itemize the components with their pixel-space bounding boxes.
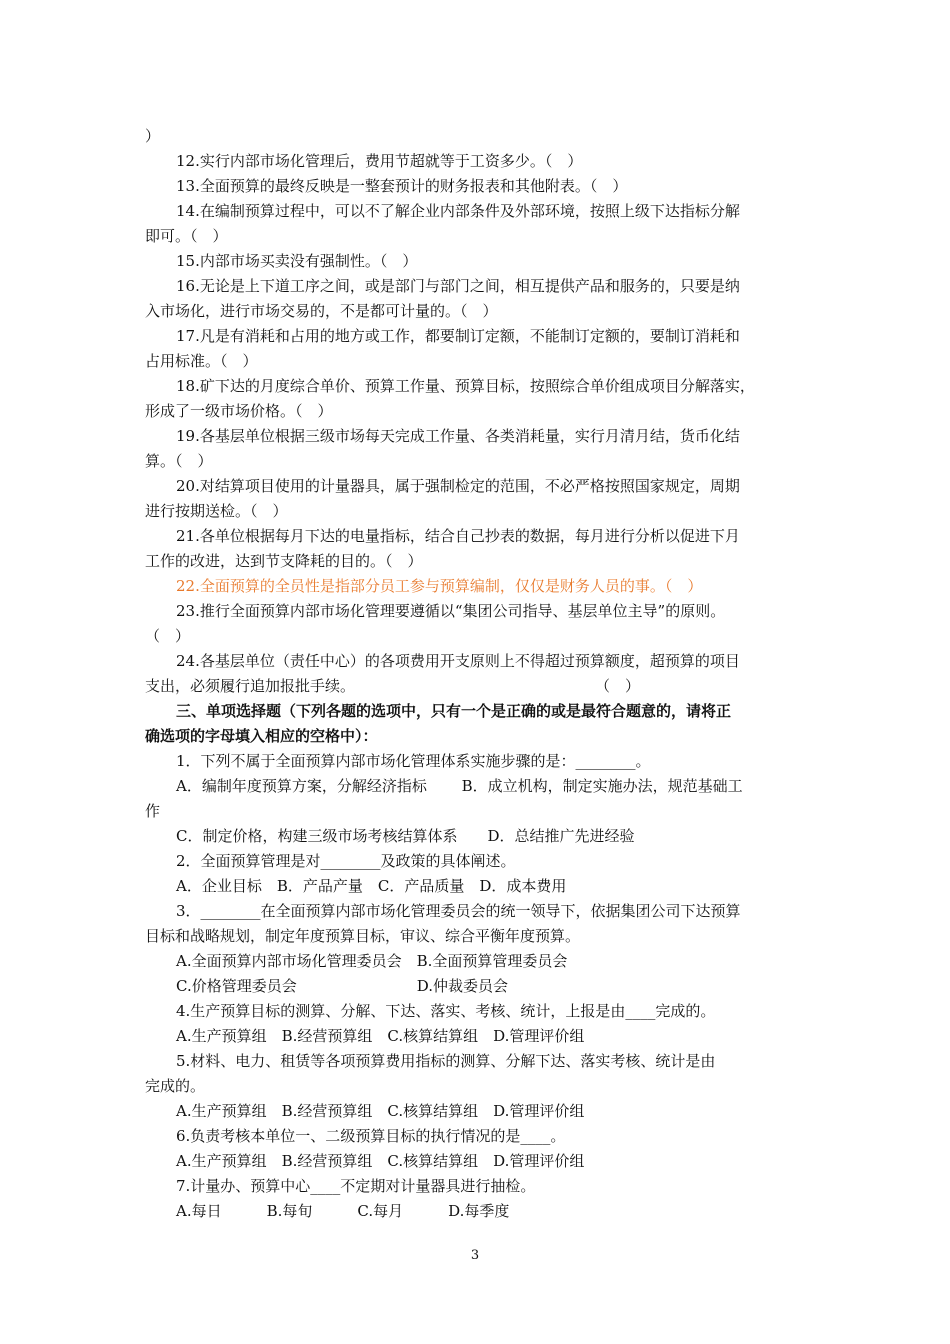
text-line: A.生产预算组 B.经营预算组 C.核算结算组 D.管理评价组: [176, 1152, 585, 1170]
text-line: 6.负责考核本单位一、二级预算目标的执行情况的是____。: [176, 1127, 566, 1145]
text-line: 占用标准。（ ）: [145, 352, 258, 370]
text-line: 18.矿下达的月度综合单价、预算工作量、预算目标，按照综合单价组成项目分解落实，: [176, 377, 755, 395]
page-number: 3: [470, 1248, 480, 1263]
text-line: 形成了一级市场价格。（ ）: [145, 402, 333, 420]
text-line: A.每日 B.每旬 C.每月 D.每季度: [176, 1202, 510, 1220]
text-line: 工作的改进，达到节支降耗的目的。（ ）: [145, 552, 423, 570]
text-line: 17.凡是有消耗和占用的地方或工作，都要制订定额，不能制订定额的，要制订消耗和: [176, 327, 740, 345]
text-line: 5.材料、电力、租赁等各项预算费用指标的测算、分解下达、落实考核、统计是由: [176, 1052, 716, 1070]
text-line: 19.各基层单位根据三级市场每天完成工作量、各类消耗量，实行月清月结，货币化结: [176, 427, 740, 445]
text-line: A.生产预算组 B.经营预算组 C.核算结算组 D.管理评价组: [176, 1102, 585, 1120]
text-line: 21.各单位根据每月下达的电量指标，结合自己抄表的数据，每月进行分析以促进下月: [176, 527, 740, 545]
text-line: A．企业目标 B．产品产量 C．产品质量 D．成本费用: [176, 877, 567, 895]
text-line: 7.计量办、预算中心____不定期对计量器具进行抽检。: [176, 1177, 536, 1195]
text-line: 4.生产预算目标的测算、分解、下达、落实、考核、统计，上报是由____完成的。: [176, 1002, 716, 1020]
text-line: 23.推行全面预算内部市场化管理要遵循以“集团公司指导、基层单位主导”的原则。: [176, 602, 726, 620]
text-line: A.生产预算组 B.经营预算组 C.核算结算组 D.管理评价组: [176, 1027, 585, 1045]
text-line: 目标和战略规划，制定年度预算目标，审议、综合平衡年度预算。: [145, 927, 581, 945]
text-line: 15.内部市场买卖没有强制性。（ ）: [176, 252, 418, 270]
text-line: 13.全面预算的最终反映是一整套预计的财务报表和其他附表。（ ）: [176, 177, 628, 195]
text-line: 完成的。: [145, 1077, 206, 1095]
text-line: 进行按期送检。（ ）: [145, 502, 288, 520]
text-line: 确选项的字母填入相应的空格中）：: [145, 727, 378, 745]
text-line: 16.无论是上下道工序之间，或是部门与部门之间，相互提供产品和服务的，只要是纳: [176, 277, 740, 295]
text-line: 3．________在全面预算内部市场化管理委员会的统一领导下，依据集团公司下达预算: [176, 902, 741, 920]
text-line: 2．全面预算管理是对________及政策的具体阐述。: [176, 852, 516, 870]
text-line: 作: [145, 802, 161, 820]
text-line: C.价格管理委员会 D.仲裁委员会: [176, 977, 508, 995]
text-line: A.全面预算内部市场化管理委员会 B.全面预算管理委员会: [176, 952, 568, 970]
text-line: 算。（ ）: [145, 452, 213, 470]
text-line: 12.实行内部市场化管理后，费用节超就等于工资多少。（ ）: [176, 152, 583, 170]
text-line: （ ）: [145, 627, 191, 645]
text-line: 三、单项选择题（下列各题的选项中，只有一个是正确的或是最符合题意的，请将正: [176, 702, 732, 720]
text-line: 入市场化，进行市场交易的，不是都可计量的。（ ）: [145, 302, 498, 320]
text-line: 20.对结算项目使用的计量器具，属于强制检定的范围，不必严格按照国家规定，周期: [176, 477, 740, 495]
text-line: 即可。（ ）: [145, 227, 228, 245]
text-line: A．编制年度预算方案，分解经济指标 B．成立机构，制定实施办法，规范基础工: [176, 777, 743, 795]
text-line: 14.在编制预算过程中，可以不了解企业内部条件及外部环境，按照上级下达指标分解: [176, 202, 740, 220]
text-line: ）: [145, 127, 161, 145]
text-line: 22.全面预算的全员性是指部分员工参与预算编制，仅仅是财务人员的事。（ ）: [176, 577, 703, 595]
text-line: 支出，必须履行追加报批手续。 （ ）: [145, 677, 641, 695]
text-line: 1．下列不属于全面预算内部市场化管理体系实施步骤的是：________。: [176, 752, 651, 770]
text-line: 24.各基层单位（责任中心）的各项费用开支原则上不得超过预算额度，超预算的项目: [176, 652, 740, 670]
text-line: C．制定价格，构建三级市场考核结算体系 D．总结推广先进经验: [176, 827, 635, 845]
